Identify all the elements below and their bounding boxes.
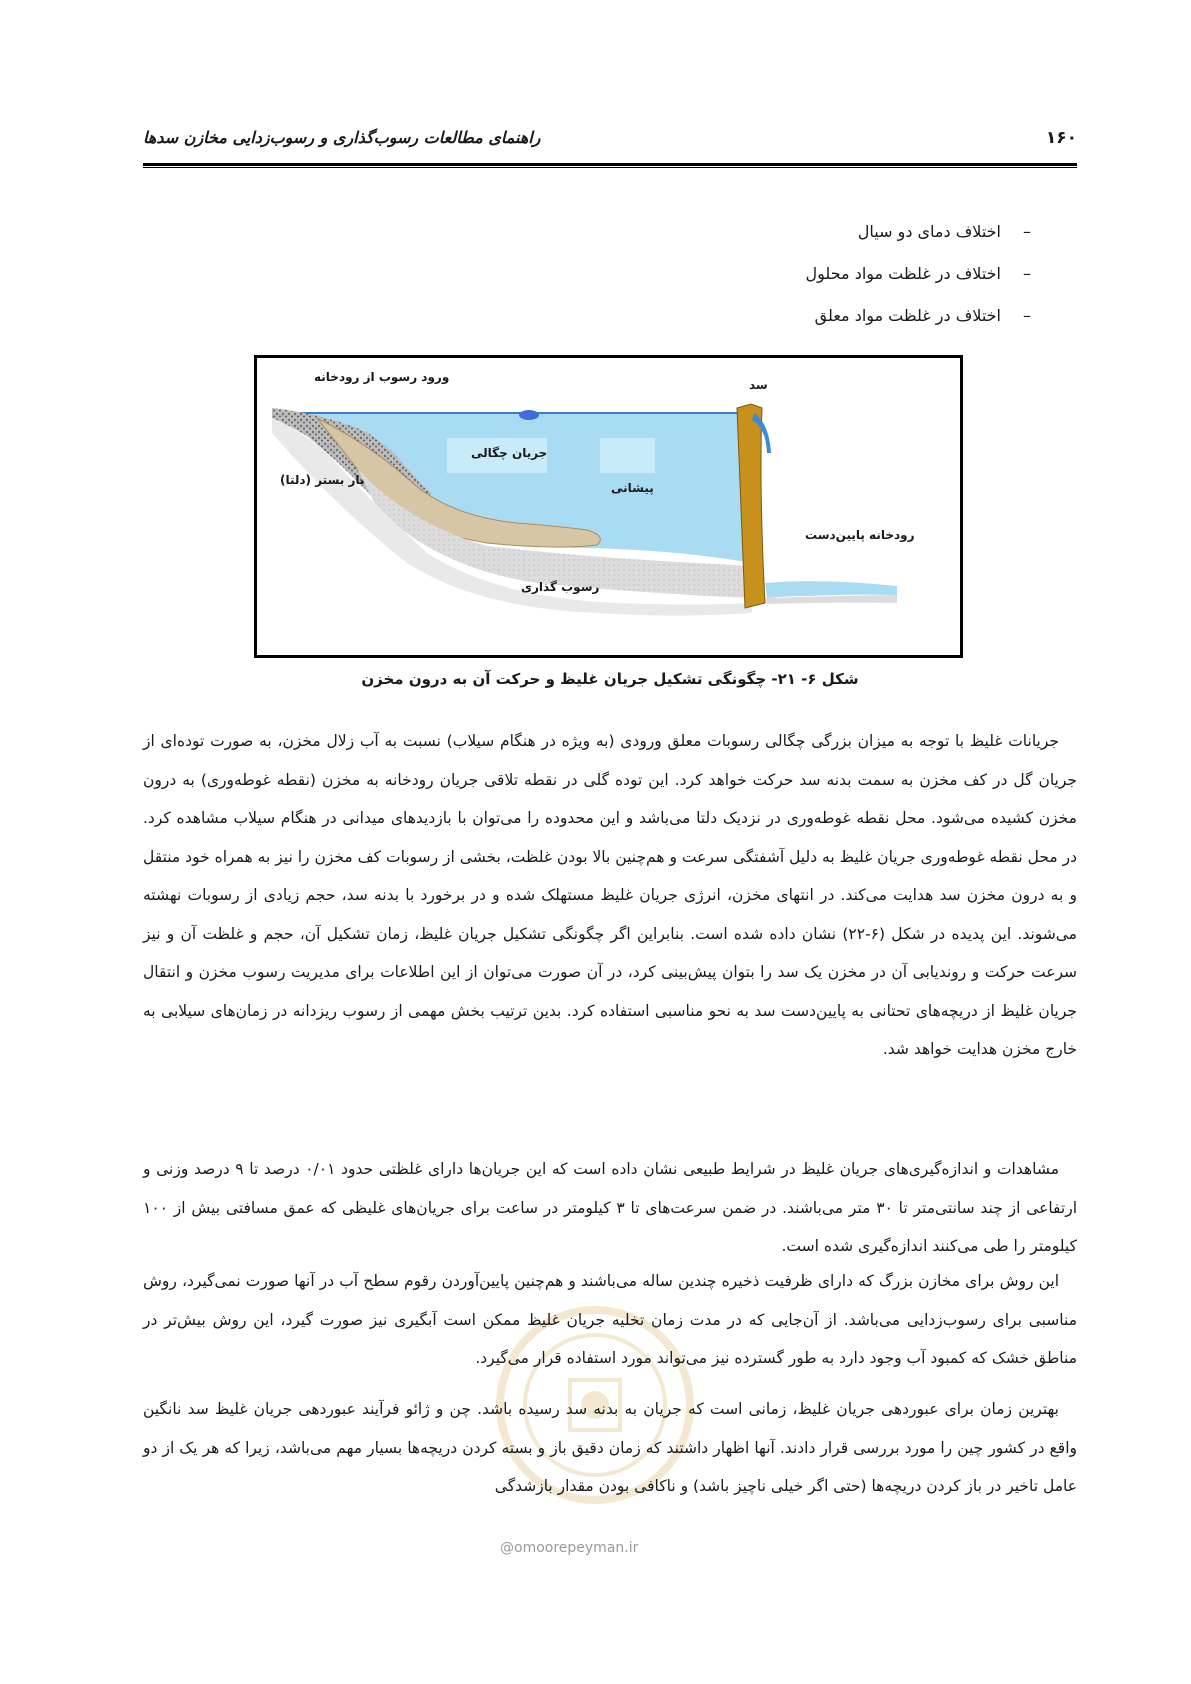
label-bed-load: بار بستر (دلتا) [280, 473, 365, 487]
label-box [600, 438, 655, 473]
label-downstream-river: رودخانه پایین‌دست [805, 528, 915, 542]
paragraph [143, 722, 1077, 1069]
list-item: –اختلاف در غلظت مواد محلول [431, 260, 1031, 302]
water-drop-icon [519, 410, 539, 420]
label-dam: سد [749, 378, 768, 392]
paragraph-text: این روش برای مخازن بزرگ که دارای ظرفیت ذخیره چندین ساله می‌باشند و هم‌چنین پایین‌آوردن رقوم سطح آب در آنها صورت نمی‌گیرد، روش مناسبی برای رسوب‌زدایی می‌باشد. از آن‌جایی که در مدت زمان تخلیه جریان غلیظ ممکن است آبگیری نیز صورت گیرد، این روش بیش‌تر در مناطق خشک که کمبود آب وجود دارد به طور گسترده نیز می‌تواند مورد استفاده قرار می‌گیرد. [143, 1272, 1077, 1367]
paragraph [143, 1150, 1077, 1266]
label-sedimentation: رسوب گذاری [521, 580, 600, 594]
figure-caption: شکل ۶- ۲۱- چگونگی تشکیل جریان غلیظ و حرکت آن به درون مخزن [361, 670, 859, 688]
reservoir-diagram [257, 358, 960, 655]
page-header [143, 128, 1077, 164]
paragraph-text: بهترین زمان برای عبوردهی جریان غلیظ، زمانی است که جریان به بدنه سد رسیده باشد. چن و ژائو فرآیند عبوردهی جریان غلیظ سد نانگین واقع در کشور چین را مورد بررسی قرار دادند. آنها اظهار داشتند که زمان دقیق باز و بسته کردن دریچه‌ها بسیار مهم می‌باشد، زیرا که هر یک از دو عامل تاخیر در باز کردن دریچه‌ها (حتی اگر خیلی ناچیز باشد) و ناکافی بودن مقدار بازشدگی [143, 1400, 1077, 1495]
paragraph-text: مشاهدات و اندازه‌گیری‌های جریان غلیظ در شرایط طبیعی نشان داده است که این جریان‌ها دارای غلظتی حدود ۰/۰۱ درصد تا ۹ درصد وزنی و ارتفاعی از چند سانتی‌متر تا ۳۰ متر می‌باشند. در ضمن سرعت‌های تا ۳ کیلومتر در ساعت برای جریان‌های غلیظی که عمق مسافتی بیش از ۱۰۰ کیلومتر را طی می‌کنند اندازه‌گیری شده است. [143, 1160, 1078, 1255]
dash-icon: – [1023, 306, 1031, 325]
paragraph [143, 1262, 1077, 1378]
page-number: ۱۶۰ [1045, 128, 1077, 148]
label-inflow: ورود رسوب از رودخانه [314, 370, 450, 384]
label-front: پیشانی [611, 481, 654, 495]
list-item: –اختلاف در غلظت مواد معلق [431, 302, 1031, 344]
watermark-site: @omoorepeyman.ir [500, 1540, 639, 1556]
paragraph [143, 1390, 1077, 1506]
running-title: راهنمای مطالعات رسوب‌گذاری و رسوب‌زدایی مخازن سدها [143, 128, 541, 147]
bullet-list [431, 218, 1031, 344]
density-current-figure [254, 355, 963, 658]
list-item: –اختلاف دمای دو سیال [431, 218, 1031, 260]
dash-icon: – [1023, 264, 1031, 283]
label-density-current: جریان چگالی [471, 446, 548, 460]
paragraph-text: جریانات غلیظ با توجه به میزان بزرگی چگالی رسوبات معلق ورودی (به ویژه در هنگام سیلاب) نسبت به آب زلال مخزن، به صورت توده‌ای از جریان گل در کف مخزن به سمت بدنه سد حرکت خواهد کرد. این توده گلی در نقطه تلاقی جریان رودخانه به مخزن (نقطه غوطه‌وری) به درون مخزن کشیده می‌شود. محل نقطه غوطه‌وری در نزدیک دلتا می‌باشد و این محدوده را می‌توان با بازدیدهای میدانی در هنگام سیلاب مشاهده کرد. در محل نقطه غوطه‌وری جریان غلیظ به دلیل آشفتگی سرعت و هم‌چنین بالا بودن غلظت، بخشی از رسوبات کف مخزن را نیز به همراه خود منتقل و به درون مخزن سد هدایت می‌کند. در انتهای مخزن، انرژی جریان غلیظ مستهلک شده و در برخورد با بدنه سد، حجم زیادی از رسوبات نهشته می‌شوند. این پدیده در شکل (۶-۲۲) نشان داده شده است. بنابراین اگر چگونگی تشکیل جریان غلیظ، زمان تشکیل آن، حجم و غلظت آن و نیز سرعت حرکت و روندیابی آن در مخزن یک سد را بتوان پیش‌بینی کرد، در آن صورت می‌توان از این اطلاعات برای مدیریت رسوب مخزن و انتقال جریان غلیظ از دریچه‌های تحتانی به پایین‌دست سد به نحو مناسبی استفاده کرد. بدین ترتیب بخش مهمی از رسوب ریزدانه در زمان‌های سیلابی به خارج مخزن هدایت خواهد شد. [143, 732, 1077, 1058]
header-rule-thin [143, 167, 1077, 168]
header-rule [143, 163, 1077, 166]
dash-icon: – [1023, 222, 1031, 241]
